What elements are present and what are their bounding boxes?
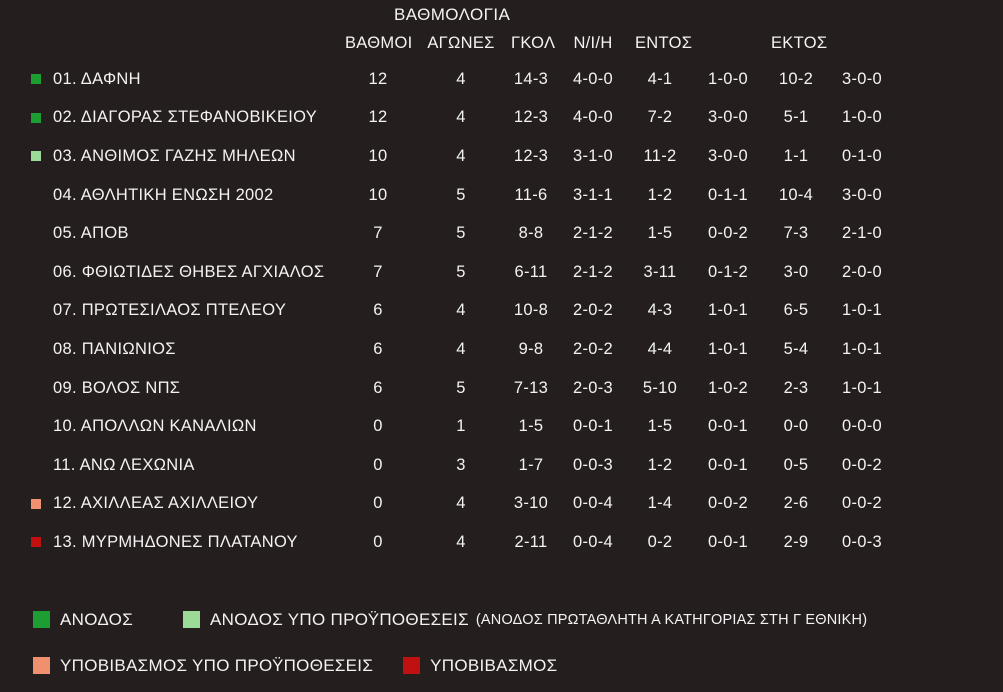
header-home: ΕΝΤΟΣ: [635, 33, 693, 52]
team-label: 03. ΑΝΘΙΜΟΣ ΓΑΖΗΣ ΜΗΛΕΩΝ: [53, 146, 296, 165]
away-goals-value: 5-1: [783, 108, 809, 127]
team-label: 06. ΦΘΙΩΤΙΔΕΣ ΘΗΒΕΣ ΑΓΧΙΑΛΟΣ: [53, 262, 325, 281]
away-record-value: 3-0-0: [841, 69, 883, 88]
team-label: 05. ΑΠΟΒ: [53, 224, 129, 243]
points-value: 6: [373, 378, 383, 397]
goals-value: 3-10: [513, 494, 549, 513]
games-value: 4: [456, 69, 466, 88]
away-goals-value: 2-9: [783, 532, 809, 551]
away-goals-value: 2-6: [783, 494, 809, 513]
legend-item: [183, 610, 867, 630]
home-record-value: 1-0-2: [707, 378, 749, 397]
page-title: ΒΑΘΜΟΛΟΓΙΑ: [394, 5, 511, 24]
home-record-value: 0-0-1: [707, 417, 749, 436]
points-value: 10: [368, 146, 388, 165]
legend-item: [33, 610, 133, 630]
home-record-value: 1-0-1: [707, 339, 749, 358]
home-record-value: 0-0-1: [707, 532, 749, 551]
record-value: 0-0-1: [572, 417, 614, 436]
points-value: 12: [368, 108, 388, 127]
team-cell: [20, 186, 345, 205]
legend-label: ΥΠΟΒΙΒΑΣΜΟΣ ΥΠΟ ΠΡΟΫΠΟΘΕΣΕΙΣ: [60, 655, 374, 675]
team-cell: [20, 494, 345, 513]
away-goals-value: 10-4: [778, 185, 814, 204]
legend-square-icon: [33, 611, 50, 628]
away-record-value: 1-0-1: [841, 301, 883, 320]
home-goals-value: 3-11: [643, 262, 677, 281]
record-value: 0-0-3: [572, 455, 614, 474]
table-row: [0, 485, 1003, 524]
table-row: [0, 292, 1003, 331]
home-goals-value: 1-5: [647, 417, 673, 436]
home-goals-value: 7-2: [647, 108, 673, 127]
legend-row-promotion: [33, 605, 1003, 635]
record-value: 0-0-4: [572, 494, 614, 513]
home-record-value: 3-0-0: [707, 108, 749, 127]
home-record-value: 0-0-1: [707, 455, 749, 474]
points-value: 7: [373, 262, 383, 281]
team-cell: [20, 533, 345, 552]
legend-item: [403, 656, 557, 676]
goals-value: 10-8: [513, 301, 549, 320]
goals-value: 2-11: [514, 532, 548, 551]
home-goals-value: 4-4: [647, 339, 673, 358]
team-cell: [20, 456, 345, 475]
record-value: 0-0-4: [572, 532, 614, 551]
goals-value: 12-3: [513, 108, 549, 127]
team-label: 07. ΠΡΩΤΕΣΙΛΑΟΣ ΠΤΕΛΕΟΥ: [53, 301, 287, 320]
home-goals-value: 5-10: [642, 378, 678, 397]
status-square-icon: [31, 151, 41, 161]
record-value: 3-1-1: [572, 185, 614, 204]
points-value: 0: [373, 455, 383, 474]
away-record-value: 0-0-3: [841, 532, 883, 551]
home-record-value: 0-1-1: [707, 185, 749, 204]
header-games: ΑΓΩΝΕΣ: [427, 33, 495, 52]
header-points: ΒΑΘΜΟΙ: [345, 33, 413, 52]
away-goals-value: 2-3: [783, 378, 809, 397]
away-goals-value: 5-4: [783, 339, 809, 358]
table-row: [0, 330, 1003, 369]
table-row: [0, 446, 1003, 485]
team-cell: [20, 263, 345, 282]
away-record-value: 0-0-2: [841, 494, 883, 513]
legend: [0, 605, 1003, 681]
goals-value: 1-7: [518, 455, 544, 474]
team-label: 02. ΔΙΑΓΟΡΑΣ ΣΤΕΦΑΝΟΒΙΚΕΙΟΥ: [53, 108, 318, 127]
away-record-value: 1-0-0: [841, 108, 883, 127]
away-record-value: 2-1-0: [841, 224, 883, 243]
legend-note: (ΑΝΟΔΟΣ ΠΡΩΤΑΘΛΗΤΗ Α ΚΑΤΗΓΟΡΙΑΣ ΣΤΗ Γ ΕΘΝΙΚΗ): [475, 611, 868, 628]
team-cell: [20, 108, 345, 127]
goals-value: 12-3: [513, 146, 549, 165]
games-value: 5: [456, 185, 466, 204]
games-value: 4: [456, 108, 466, 127]
games-value: 3: [456, 455, 466, 474]
games-value: 5: [456, 378, 466, 397]
home-goals-value: 4-1: [647, 69, 673, 88]
team-cell: [20, 224, 345, 243]
games-value: 5: [456, 224, 466, 243]
record-value: 4-0-0: [572, 69, 614, 88]
table-row: [0, 214, 1003, 253]
record-value: 2-1-2: [572, 262, 614, 281]
header-record: Ν/Ι/Η: [573, 33, 613, 52]
away-record-value: 1-0-1: [841, 339, 883, 358]
away-goals-value: 10-2: [778, 69, 814, 88]
team-label: 10. ΑΠΟΛΛΩΝ ΚΑΝΑΛΙΩΝ: [53, 417, 257, 436]
away-goals-value: 0-5: [783, 455, 809, 474]
record-value: 2-0-2: [572, 301, 614, 320]
goals-value: 6-11: [514, 262, 548, 281]
table-row: [0, 369, 1003, 408]
away-record-value: 0-0-0: [841, 417, 883, 436]
status-square-icon: [31, 499, 41, 509]
team-label: 12. ΑΧΙΛΛΕΑΣ ΑΧΙΛΛΕΙΟΥ: [53, 494, 259, 513]
points-value: 6: [373, 301, 383, 320]
away-goals-value: 3-0: [783, 262, 809, 281]
home-goals-value: 0-2: [647, 532, 673, 551]
legend-square-icon: [183, 611, 200, 628]
legend-square-icon: [403, 657, 420, 674]
home-goals-value: 1-2: [647, 455, 673, 474]
points-value: 12: [368, 69, 388, 88]
away-goals-value: 1-1: [783, 146, 809, 165]
legend-label: ΑΝΟΔΟΣ ΥΠΟ ΠΡΟΫΠΟΘΕΣΕΙΣ: [210, 609, 469, 629]
table-row: [0, 137, 1003, 176]
away-record-value: 2-0-0: [841, 262, 883, 281]
goals-value: 7-13: [513, 378, 549, 397]
table-row: [0, 176, 1003, 215]
goals-value: 1-5: [518, 417, 544, 436]
points-value: 6: [373, 339, 383, 358]
games-value: 4: [456, 146, 466, 165]
home-record-value: 0-0-2: [707, 494, 749, 513]
games-value: 5: [456, 262, 466, 281]
home-goals-value: 11-2: [643, 146, 677, 165]
away-record-value: 0-0-2: [841, 455, 883, 474]
legend-square-icon: [33, 657, 50, 674]
record-value: 2-0-2: [572, 339, 614, 358]
points-value: 10: [368, 185, 388, 204]
record-value: 4-0-0: [572, 108, 614, 127]
home-record-value: 0-1-2: [707, 262, 749, 281]
team-cell: [20, 340, 345, 359]
games-value: 4: [456, 532, 466, 551]
home-goals-value: 1-2: [647, 185, 673, 204]
points-value: 7: [373, 224, 383, 243]
goals-value: 14-3: [513, 69, 549, 88]
team-label: 01. ΔΑΦΝΗ: [53, 69, 141, 88]
legend-label: ΑΝΟΔΟΣ: [60, 609, 134, 629]
away-record-value: 3-0-0: [841, 185, 883, 204]
table-row: [0, 60, 1003, 99]
record-value: 2-0-3: [572, 378, 614, 397]
table-header: [0, 28, 1003, 58]
status-square-icon: [31, 113, 41, 123]
away-goals-value: 0-0: [783, 417, 809, 436]
status-square-icon: [31, 537, 41, 547]
header-away: ΕΚΤΟΣ: [771, 33, 828, 52]
legend-label: ΥΠΟΒΙΒΑΣΜΟΣ: [430, 655, 558, 675]
games-value: 4: [456, 494, 466, 513]
team-cell: [20, 417, 345, 436]
home-goals-value: 1-5: [647, 224, 673, 243]
team-cell: [20, 70, 345, 89]
home-record-value: 0-0-2: [707, 224, 749, 243]
team-label: 08. ΠΑΝΙΩΝΙΟΣ: [53, 339, 176, 358]
record-value: 3-1-0: [572, 146, 614, 165]
table-row: [0, 407, 1003, 446]
header-goals: ΓΚΟΛ: [511, 33, 556, 52]
team-cell: [20, 301, 345, 320]
goals-value: 8-8: [518, 224, 544, 243]
team-label: 09. ΒΟΛΟΣ ΝΠΣ: [53, 378, 181, 397]
standings-table: [0, 60, 1003, 562]
legend-row-relegation: [33, 651, 1003, 681]
team-cell: [20, 147, 345, 166]
home-record-value: 1-0-1: [707, 301, 749, 320]
table-row: [0, 253, 1003, 292]
home-goals-value: 1-4: [647, 494, 673, 513]
away-goals-value: 7-3: [783, 224, 809, 243]
status-square-icon: [31, 74, 41, 84]
table-row: [0, 99, 1003, 138]
home-record-value: 1-0-0: [707, 69, 749, 88]
home-record-value: 3-0-0: [707, 146, 749, 165]
team-label: 11. ΑΝΩ ΛΕΧΩΝΙΑ: [53, 455, 195, 474]
team-label: 04. ΑΘΛΗΤΙΚΗ ΕΝΩΣΗ 2002: [53, 185, 274, 204]
points-value: 0: [373, 494, 383, 513]
table-row: [0, 523, 1003, 562]
record-value: 2-1-2: [572, 224, 614, 243]
points-value: 0: [373, 532, 383, 551]
legend-item: [33, 656, 373, 676]
games-value: 4: [456, 301, 466, 320]
team-cell: [20, 379, 345, 398]
goals-value: 11-6: [514, 185, 548, 204]
goals-value: 9-8: [518, 339, 544, 358]
away-record-value: 0-1-0: [841, 146, 883, 165]
team-label: 13. ΜΥΡΜΗΔΟΝΕΣ ΠΛΑΤΑΝΟΥ: [53, 532, 298, 551]
away-record-value: 1-0-1: [841, 378, 883, 397]
games-value: 4: [456, 339, 466, 358]
away-goals-value: 6-5: [783, 301, 809, 320]
points-value: 0: [373, 417, 383, 436]
home-goals-value: 4-3: [647, 301, 673, 320]
games-value: 1: [456, 417, 466, 436]
